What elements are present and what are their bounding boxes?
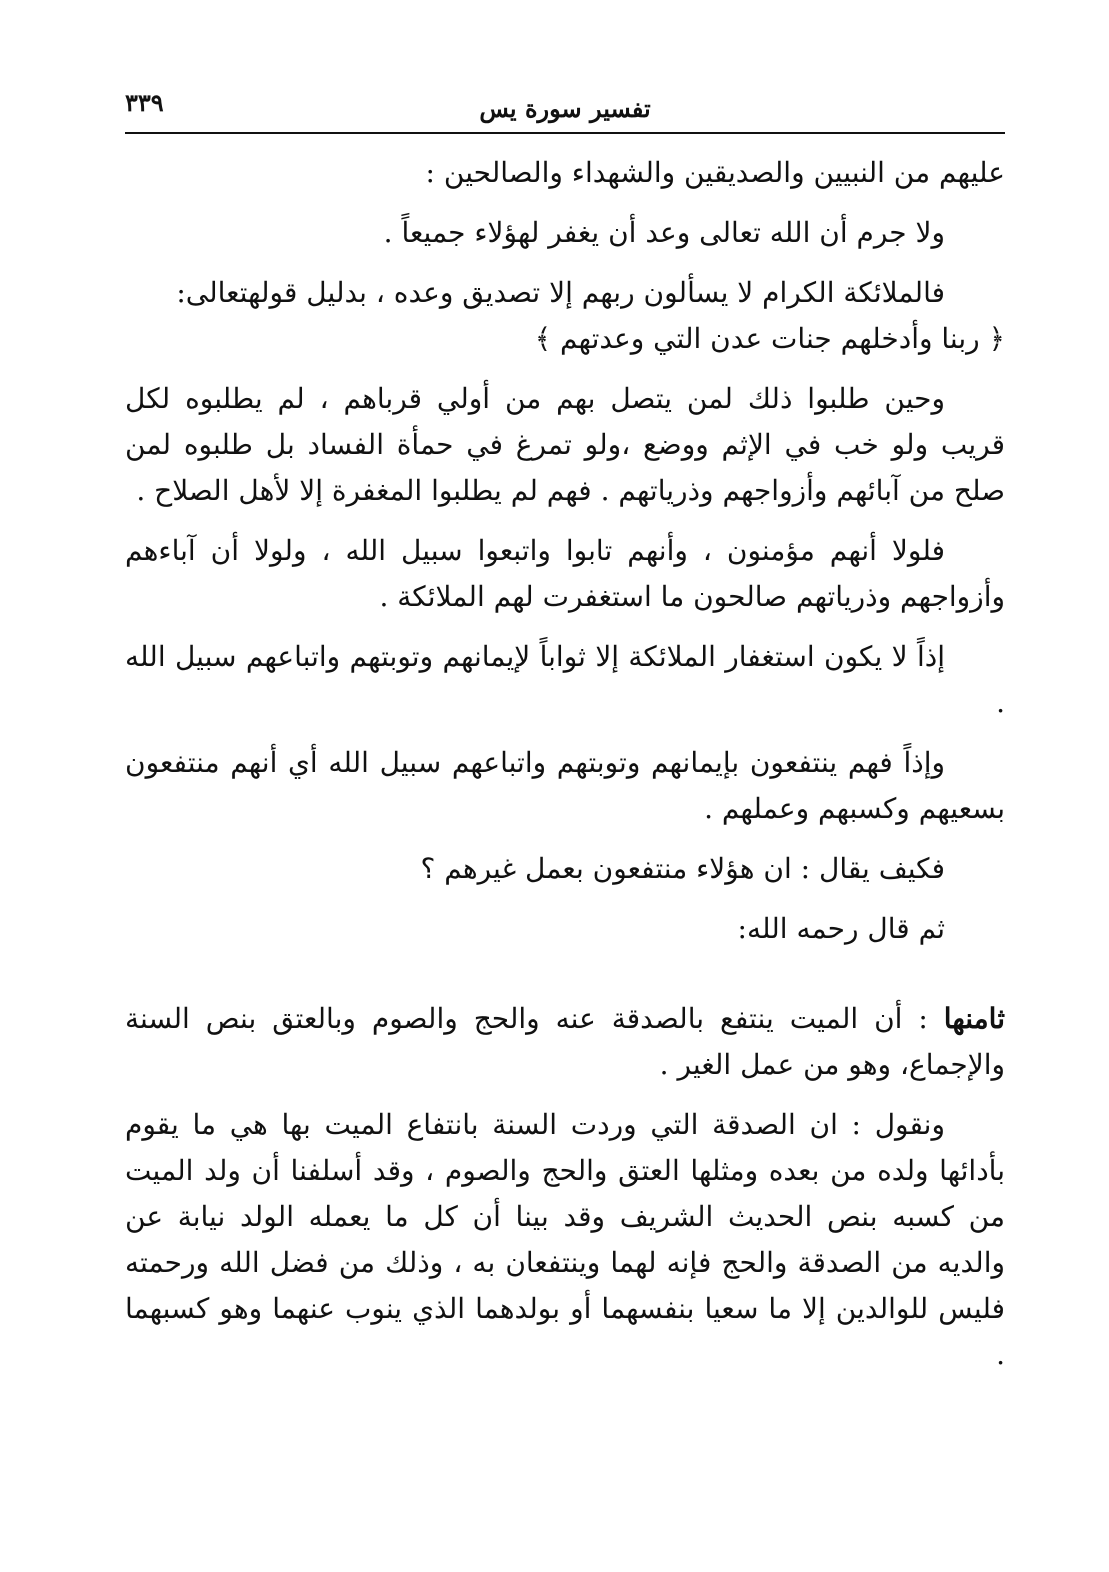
running-title: تفسير سورة يس bbox=[479, 94, 651, 123]
paragraph-text: فالملائكة الكرام لا يسألون ربهم إلا تصديق وعده ، بدليل قولهتعالى: bbox=[176, 276, 945, 309]
paragraph-3 bbox=[125, 270, 1005, 362]
paragraph-text: ولا جرم أن الله تعالى وعد أن يغفر لهؤلاء جميعاً . bbox=[383, 216, 945, 249]
paragraph-text: : أن الميت ينتفع بالصدقة عنه والحج والصوم وبالعتق بنص السنة والإجماع، وهو من عمل الغير . bbox=[125, 1002, 1005, 1081]
paragraph-5 bbox=[125, 528, 1005, 620]
paragraph-2 bbox=[125, 210, 1005, 256]
quran-verse: ﴿ ربنا وأدخلهم جنات عدن التي وعدتهم ﴾ bbox=[534, 322, 1005, 355]
paragraph-10 bbox=[125, 996, 1005, 1088]
body-text bbox=[125, 150, 1005, 1392]
paragraph-text: فكيف يقال : ان هؤلاء منتفعون بعمل غيرهم ؟ bbox=[420, 852, 945, 885]
paragraph-1 bbox=[125, 150, 1005, 196]
paragraph-4 bbox=[125, 376, 1005, 514]
paragraph-text: ثم قال رحمه الله: bbox=[737, 912, 945, 945]
section-term: ثامنها bbox=[943, 1002, 1005, 1035]
paragraph-text: عليهم من النبيين والصديقين والشهداء والصالحين : bbox=[425, 156, 1005, 189]
page-number: ٣٣٩ bbox=[125, 88, 164, 117]
paragraph-9 bbox=[125, 906, 1005, 952]
paragraph-text: إذاً لا يكون استغفار الملائكة إلا ثواباً لإيمانهم وتوبتهم واتباعهم سبيل الله . bbox=[125, 640, 1005, 719]
paragraph-6 bbox=[125, 634, 1005, 726]
paragraph-text: وحين طلبوا ذلك لمن يتصل بهم من أولي قرباهم ، لم يطلبوه لكل قريب ولو خب في الإثم ووضع ،ولو تمرغ في حمأة الفساد بل طلبوه لمن صلح من آبائهم وأزواجهم وذرياتهم . فهم لم يطلبوا المغفرة إلا لأهل الصلاح . bbox=[125, 382, 1006, 507]
paragraph-text: فلولا أنهم مؤمنون ، وأنهم تابوا واتبعوا سبيل الله ، ولولا أن آباءهم وأزواجهم وذرياتهم صالحون ما استغفرت لهم الملائكة . bbox=[125, 534, 1005, 613]
paragraph-8 bbox=[125, 846, 1005, 892]
paragraph-text: ونقول : ان الصدقة التي وردت السنة بانتفاع الميت بها هي ما يقوم بأدائها ولده من بعده ومثلها العتق والحج والصوم ، وقد أسلفنا أن ولد الميت من كسبه بنص الحديث الشريف وقد بينا أن كل ما يعمله الولد نيابة عن والديه من الصدقة والحج فإنه لهما وينتفعان به ، وذلك من فضل الله ورحمته فليس للوالدين إلا ما سعيا بنفسهما أو بولدهما الذي ينوب عنهما وهو كسبهما . bbox=[125, 1108, 1006, 1371]
paragraph-11 bbox=[125, 1102, 1005, 1378]
paragraph-text: وإذاً فهم ينتفعون بإيمانهم وتوبتهم واتباعهم سبيل الله أي أنهم منتفعون بسعيهم وكسبهم وعملهم . bbox=[125, 746, 1005, 825]
paragraph-7 bbox=[125, 740, 1005, 832]
page-header bbox=[125, 80, 1005, 134]
